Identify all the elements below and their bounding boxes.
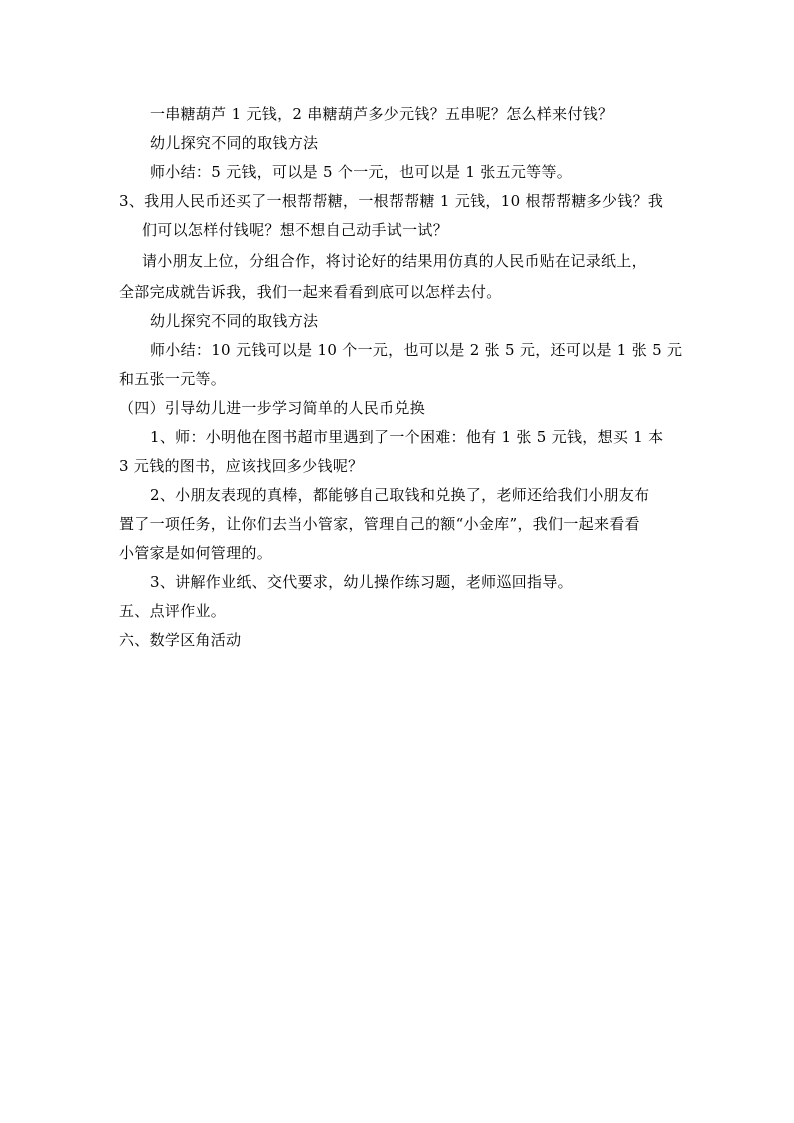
list-item-line: 们可以怎样付钱呢？想不想自己动手试一试？ (142, 221, 449, 239)
section-heading: 六、数学区角活动 (119, 631, 242, 649)
paragraph-line: 幼儿探究不同的取钱方法 (150, 312, 319, 330)
list-item-line: 小管家是如何管理的。 (119, 544, 273, 562)
paragraph-line: 全部完成就告诉我，我们一起来看看到底可以怎样去付。 (119, 283, 502, 301)
paragraph-line: 师小结：5 元钱，可以是 5 个一元，也可以是 1 张五元等等。 (150, 163, 573, 181)
paragraph-line: 幼儿探究不同的取钱方法 (150, 134, 319, 152)
section-heading: 五、点评作业。 (119, 602, 227, 620)
list-item-line: 3、讲解作业纸、交代要求，幼儿操作练习题，老师巡回指导。 (150, 573, 573, 591)
section-heading: （四）引导幼儿进一步学习简单的人民币兑换 (119, 399, 426, 417)
list-item-line: 置了一项任务，让你们去当小管家，管理自己的额“小金库”，我们一起来看看 (119, 515, 640, 533)
list-item-line: 1、师：小明他在图书超市里遇到了一个困难：他有 1 张 5 元钱，想买 1 本 (150, 428, 664, 446)
paragraph-line: 师小结：10 元钱可以是 10 个一元，也可以是 2 张 5 元，还可以是 1 张 5 元 (150, 341, 683, 359)
list-item-line: 3、我用人民币还买了一根帮帮糖，一根帮帮糖 1 元钱，10 根帮帮糖多少钱？我 (119, 192, 664, 210)
list-item-line: 3 元钱的图书，应该找回多少钱呢？ (119, 457, 364, 475)
paragraph-line: 一串糖葫芦 1 元钱，2 串糖葫芦多少元钱？五串呢？怎么样来付钱？ (150, 105, 614, 123)
paragraph-line: 和五张一元等。 (119, 370, 227, 388)
list-item-line: 2、小朋友表现的真棒，都能够自己取钱和兑换了，老师还给我们小朋友布 (150, 486, 650, 504)
paragraph-line: 请小朋友上位，分组合作，将讨论好的结果用仿真的人民币贴在记录纸上， (142, 252, 647, 270)
